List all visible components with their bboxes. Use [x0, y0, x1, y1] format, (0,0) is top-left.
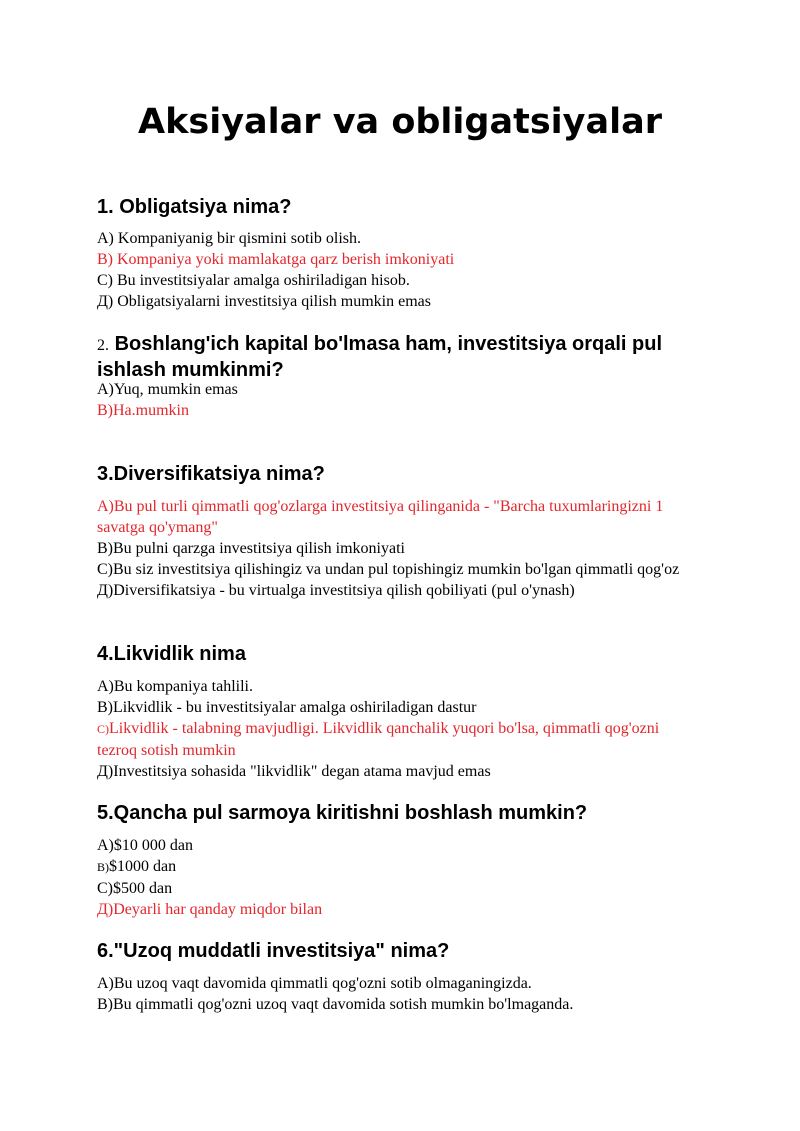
question-4-answers: [97, 676, 697, 782]
question-1-answer-a: A) Kompaniyanig bir qismini sotib olish.: [97, 230, 361, 247]
question-4-answer-b: B)Likvidlik - bu investitsiyalar amalga oshiriladigan dastur: [97, 699, 477, 716]
question-2-answer-b-correct: B)Ha.mumkin: [97, 402, 189, 419]
question-3-answer-c: C)Bu siz investitsiya qilishingiz va undan pul topishingiz mumkin bo'lgan qimmatli qog'oz: [97, 561, 680, 578]
question-1-heading: 1. Obligatsiya nima?: [97, 196, 292, 218]
question-1-answer-c: C) Bu investitsiyalar amalga oshiriladigan hisob.: [97, 272, 410, 289]
question-3-answer-b: B)Bu pulni qarzga investitsiya qilish imkoniyati: [97, 540, 405, 557]
question-5-heading: 5.Qancha pul sarmoya kiritishni boshlash mumkin?: [97, 802, 588, 824]
question-4-answer-c-correct: [97, 718, 697, 761]
question-1-answer-d: Д) Obligatsiyalarni investitsiya qilish mumkin emas: [97, 293, 431, 310]
question-5-answer-b-text: $1000 dan: [109, 858, 177, 875]
question-2-heading: [97, 332, 697, 382]
question-6-heading: 6."Uzoq muddatli investitsiya" nima?: [97, 940, 450, 962]
question-5-answer-b: [97, 856, 697, 878]
question-3-answer-a-correct: A)Bu pul turli qimmatli qog'ozlarga investitsiya qilinganida - "Barcha tuxumlaringizni 1 savatga qo'ymang": [97, 498, 664, 536]
question-5-answer-a: A)$10 000 dan: [97, 837, 193, 854]
question-1-answers: [97, 228, 697, 312]
question-5-answer-c: C)$500 dan: [97, 880, 173, 897]
question-2-number: 2.: [97, 337, 109, 354]
question-5-answer-b-letter: B): [97, 860, 109, 874]
question-2-answer-a: A)Yuq, mumkin emas: [97, 381, 238, 398]
question-6-answer-b: B)Bu qimmatli qog'ozni uzoq vaqt davomida sotish mumkin bo'lmaganda.: [97, 996, 574, 1013]
question-6-answer-a: A)Bu uzoq vaqt davomida qimmatli qog'ozni sotib olmaganingizda.: [97, 975, 532, 992]
question-4-answer-d: Д)Investitsiya sohasida "likvidlik" degan atama mavjud emas: [97, 763, 491, 780]
question-5-answer-d-correct: Д)Deyarli har qanday miqdor bilan: [97, 901, 323, 918]
question-3-answers: [97, 496, 697, 601]
question-2-answers: [97, 379, 697, 421]
question-2-heading-text: Boshlang'ich kapital bo'lmasa ham, investitsiya orqali pul ishlash mumkinmi?: [97, 333, 662, 381]
question-4-heading: 4.Likvidlik nima: [97, 643, 246, 665]
question-3-answer-d: Д)Diversifikatsiya - bu virtualga investitsiya qilish qobiliyati (pul o'ynash): [97, 582, 575, 599]
question-3-heading: 3.Diversifikatsiya nima?: [97, 463, 325, 485]
question-6-answers: [97, 973, 697, 1015]
document-title: Aksiyalar va obligatsiyalar: [138, 102, 662, 142]
question-5-answers: [97, 835, 697, 920]
question-4-answer-c-letter: C): [97, 722, 109, 736]
question-1-answer-b-correct: B) Kompaniya yoki mamlakatga qarz berish imkoniyati: [97, 251, 455, 268]
question-4-answer-c-text: Likvidlik - talabning mavjudligi. Likvidlik qanchalik yuqori bo'lsa, qimmatli qog'ozni tezroq sotish mumkin: [97, 720, 660, 759]
question-4-answer-a: A)Bu kompaniya tahlili.: [97, 678, 253, 695]
